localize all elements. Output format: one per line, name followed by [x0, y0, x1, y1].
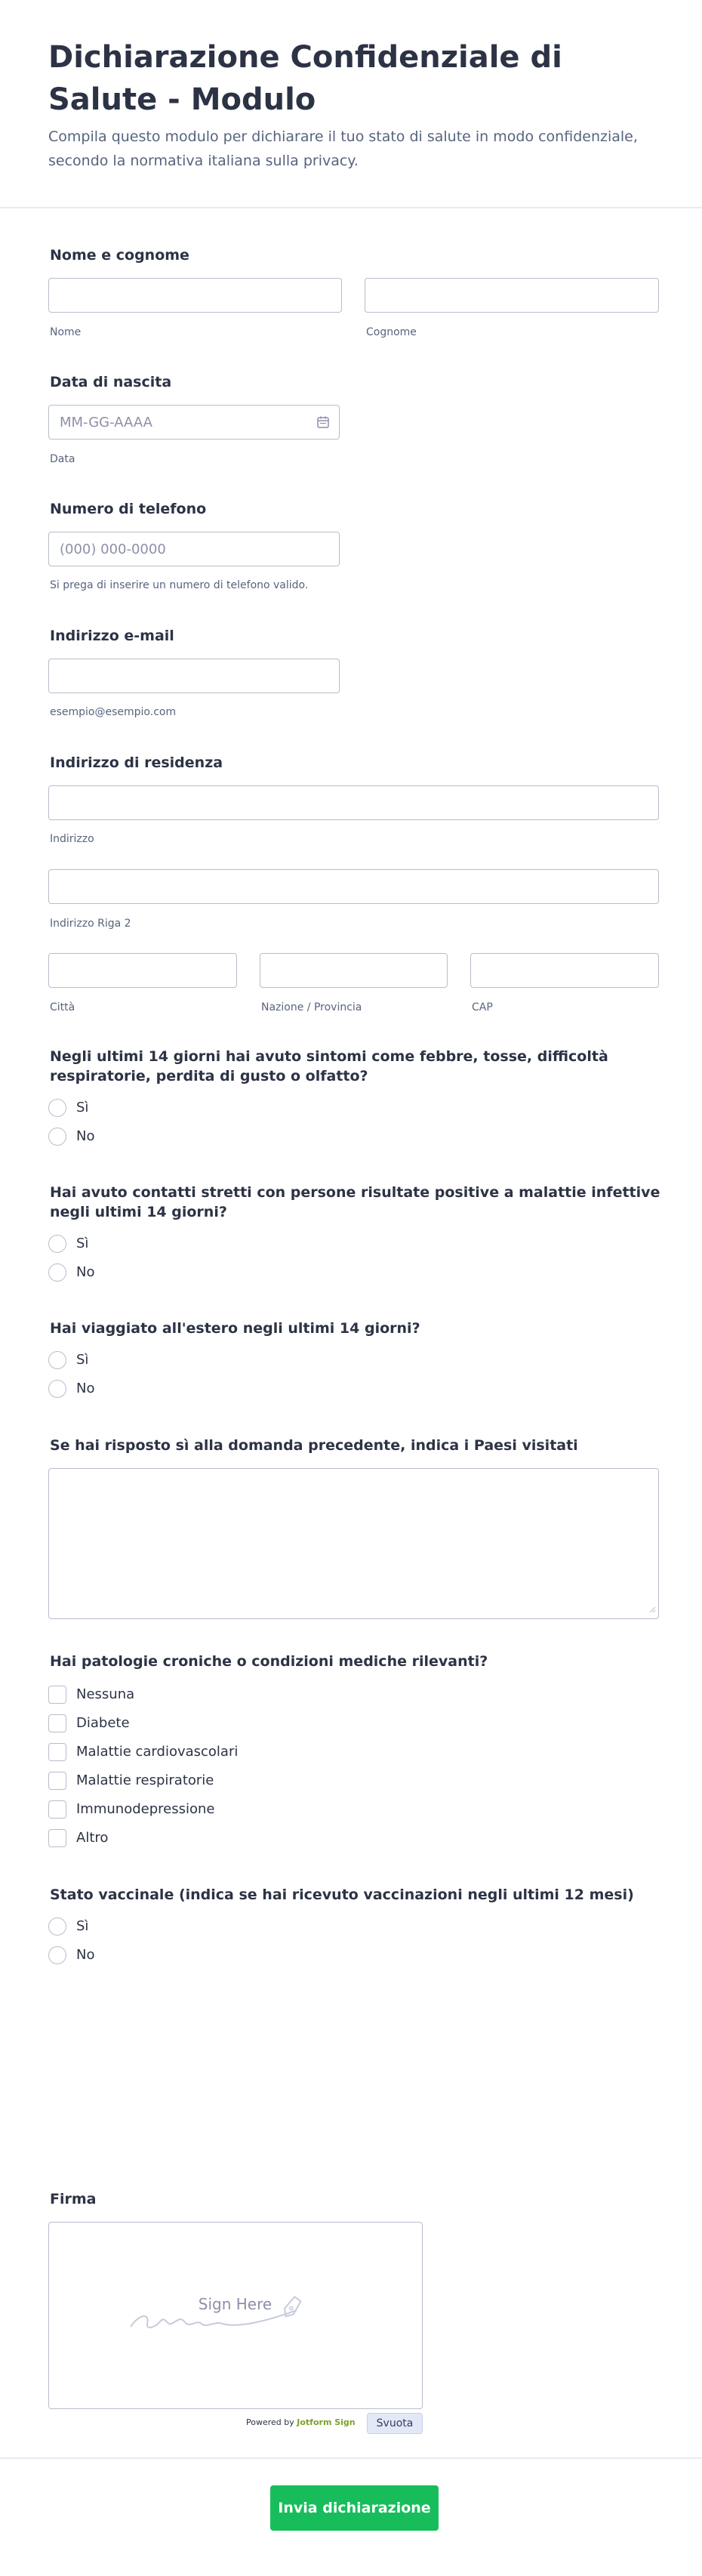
contacts-no-radio[interactable]: [48, 1263, 66, 1282]
header-divider: [0, 207, 702, 208]
symptoms-yes-label[interactable]: Sì: [76, 1100, 89, 1115]
condition-none-checkbox[interactable]: [48, 1686, 66, 1704]
phone-input[interactable]: [48, 532, 340, 566]
email-label: Indirizzo e-mail: [50, 628, 174, 644]
vaccine-no-label[interactable]: No: [76, 1947, 95, 1963]
travel-no-radio[interactable]: [48, 1380, 66, 1398]
resize-handle-icon[interactable]: [648, 1602, 656, 1616]
condition-cardio-label[interactable]: Malattie cardiovascolari: [76, 1744, 239, 1760]
phone-label: Numero di telefono: [50, 501, 207, 517]
symptoms-no-radio[interactable]: [48, 1128, 66, 1146]
signature-label: Firma: [50, 2191, 97, 2207]
vaccine-yes-label[interactable]: Sì: [76, 1918, 89, 1934]
symptoms-no-label[interactable]: No: [76, 1128, 95, 1144]
travel-label: Hai viaggiato all'estero negli ultimi 14 giorni?: [50, 1320, 420, 1337]
condition-immuno-label[interactable]: Immunodepressione: [76, 1801, 215, 1817]
countries-label: Se hai risposto sì alla domanda precedente, indica i Paesi visitati: [50, 1437, 578, 1454]
footer-divider: [0, 2457, 702, 2459]
powered-by-text: Powered by: [246, 2417, 294, 2427]
clear-signature-button[interactable]: Svuota: [367, 2413, 423, 2434]
conditions-label: Hai patologie croniche o condizioni mediche rilevanti?: [50, 1653, 488, 1670]
contacts-yes-radio[interactable]: [48, 1235, 66, 1253]
address-line1-input[interactable]: [48, 785, 659, 820]
condition-cardio-checkbox[interactable]: [48, 1743, 66, 1761]
jotform-sign-brand[interactable]: Jotform Sign: [297, 2417, 356, 2427]
condition-diabetes-label[interactable]: Diabete: [76, 1715, 130, 1731]
contacts-no-label[interactable]: No: [76, 1264, 95, 1280]
state-sublabel: Nazione / Provincia: [261, 1001, 362, 1013]
phone-sublabel: Si prega di inserire un numero di telefono valido.: [50, 579, 309, 591]
vaccine-yes-radio[interactable]: [48, 1917, 66, 1936]
dob-label: Data di nascita: [50, 374, 172, 390]
zip-sublabel: CAP: [472, 1001, 493, 1013]
state-input[interactable]: [260, 953, 448, 988]
countries-textarea[interactable]: [48, 1468, 659, 1619]
signature-placeholder: Sign Here: [198, 2295, 272, 2313]
condition-none-label[interactable]: Nessuna: [76, 1686, 135, 1702]
symptoms-yes-radio[interactable]: [48, 1099, 66, 1117]
name-label: Nome e cognome: [50, 247, 189, 264]
email-input[interactable]: [48, 659, 340, 693]
last-name-sublabel: Cognome: [366, 326, 417, 338]
signature-pad[interactable]: [48, 2222, 423, 2409]
condition-immuno-checkbox[interactable]: [48, 1800, 66, 1819]
signature-sketch-icon: [125, 2291, 343, 2336]
vaccine-label: Stato vaccinale (indica se hai ricevuto vaccinazioni negli ultimi 12 mesi): [50, 1886, 634, 1903]
condition-respiratory-label[interactable]: Malattie respiratorie: [76, 1772, 214, 1788]
calendar-icon[interactable]: [316, 415, 330, 432]
travel-yes-label[interactable]: Sì: [76, 1352, 89, 1368]
symptoms-label: Negli ultimi 14 giorni hai avuto sintomi come febbre, tosse, difficoltà respiratorie, perdita di gusto o olfatto?: [50, 1048, 608, 1084]
condition-other-label[interactable]: Altro: [76, 1830, 109, 1846]
address-line2-sublabel: Indirizzo Riga 2: [50, 918, 131, 930]
contacts-yes-label[interactable]: Sì: [76, 1236, 89, 1251]
submit-button[interactable]: Invia dichiarazione: [270, 2485, 439, 2531]
vaccine-no-radio[interactable]: [48, 1946, 66, 1964]
travel-no-label[interactable]: No: [76, 1381, 95, 1396]
condition-diabetes-checkbox[interactable]: [48, 1714, 66, 1732]
city-sublabel: Città: [50, 1001, 75, 1013]
email-sublabel: esempio@esempio.com: [50, 706, 177, 718]
first-name-input[interactable]: [48, 278, 342, 313]
contacts-label: Hai avuto contatti stretti con persone risultate positive a malattie infettive negli ultimi 14 giorni?: [50, 1184, 660, 1220]
city-input[interactable]: [48, 953, 237, 988]
first-name-sublabel: Nome: [50, 326, 82, 338]
phone-placeholder: (000) 000-0000: [60, 541, 166, 557]
address-line1-sublabel: Indirizzo: [50, 833, 94, 845]
last-name-input[interactable]: [365, 278, 659, 313]
address-label: Indirizzo di residenza: [50, 754, 223, 771]
zip-input[interactable]: [470, 953, 659, 988]
condition-respiratory-checkbox[interactable]: [48, 1772, 66, 1790]
page-subtitle: Compila questo modulo per dichiarare il tuo stato di salute in modo confidenziale, secondo la normativa italiana sulla privacy.: [48, 128, 638, 169]
dob-input[interactable]: [48, 405, 340, 440]
address-line2-input[interactable]: [48, 869, 659, 904]
condition-other-checkbox[interactable]: [48, 1829, 66, 1847]
travel-yes-radio[interactable]: [48, 1351, 66, 1369]
dob-placeholder: MM-GG-AAAA: [60, 415, 152, 430]
dob-sublabel: Data: [50, 453, 75, 465]
powered-by: [246, 2417, 356, 2429]
page-title: Dichiarazione Confidenziale di Salute - Modulo: [48, 40, 562, 117]
